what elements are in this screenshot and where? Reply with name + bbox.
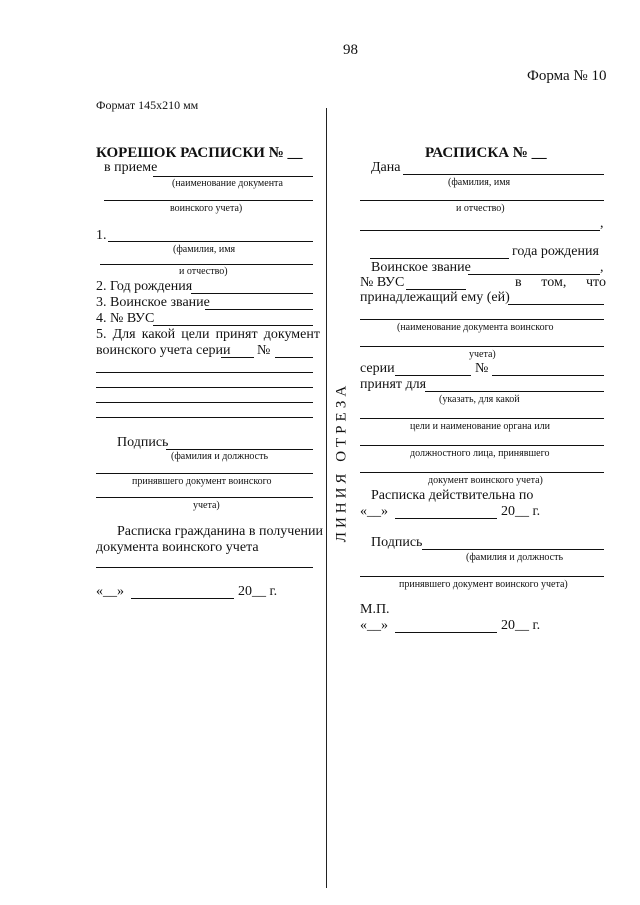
cut-line <box>326 108 327 888</box>
receipt-date-month-field[interactable] <box>395 632 497 633</box>
receipt-birth-year-label: года рождения <box>512 244 599 259</box>
stub-name-field-2[interactable] <box>100 264 313 265</box>
stub-signature-field[interactable] <box>166 449 313 450</box>
receipt-date-year-2: 20__ г. <box>501 618 541 633</box>
receipt-in-that-word: том, <box>541 275 567 290</box>
stub-series-field[interactable] <box>221 357 254 358</box>
stub-item5-word: документ <box>263 327 320 342</box>
stub-vus-field[interactable] <box>153 325 313 326</box>
stub-sig-name-field-2[interactable] <box>96 497 313 498</box>
receipt-purpose-field[interactable] <box>425 391 604 392</box>
receipt-sig-hint-2: принявшего документ воинского учета) <box>399 579 568 590</box>
stub-series-label: воинского учета серии <box>96 343 231 358</box>
receipt-valid-month-field[interactable] <box>395 518 497 519</box>
receipt-belonging-label: принадлежащий ему (ей) <box>360 290 510 305</box>
stub-citizen-receipt-1: Расписка гражданина в получении <box>117 524 324 539</box>
receipt-series-label: серии <box>360 361 395 376</box>
stub-sig-hint-1: (фамилия и должность <box>171 451 269 462</box>
stub-date-month-field[interactable] <box>131 598 234 599</box>
receipt-purpose-hint-4: документ воинского учета) <box>428 475 543 486</box>
receipt-date-day: «__» <box>360 504 388 519</box>
receipt-rank-comma: , <box>600 260 604 275</box>
receipt-in-that <box>515 275 606 291</box>
receipt-in-that-word: что <box>586 275 606 290</box>
receipt-signature-label: Подпись <box>371 535 423 550</box>
stub-doc-hint-1: (наименование документа <box>172 178 283 189</box>
receipt-doc-hint-2: учета) <box>469 349 496 360</box>
receipt-name-hint-2: и отчество) <box>456 203 505 214</box>
stub-item5-word: цели <box>181 327 210 342</box>
stub-blank-line[interactable] <box>96 372 313 373</box>
stub-birth-year-field[interactable] <box>191 293 313 294</box>
stub-item1-label: 1. <box>96 228 107 243</box>
stub-citizen-receipt-2: документа воинского учета <box>96 540 259 555</box>
receipt-seal: М.П. <box>360 602 390 617</box>
receipt-date-day-2: «__» <box>360 618 388 633</box>
receipt-purpose-hint-2: цели и наименование органа или <box>410 421 550 432</box>
stub-name-hint-2: и отчество) <box>179 266 228 277</box>
receipt-doc-field-2[interactable] <box>360 346 604 347</box>
receipt-comma: , <box>600 216 604 231</box>
receipt-purpose-field-4[interactable] <box>360 472 604 473</box>
form-number: Форма № 10 <box>527 68 607 84</box>
receipt-series-field[interactable] <box>395 375 471 376</box>
receipt-purpose-field-3[interactable] <box>360 445 604 446</box>
receipt-doc-field[interactable] <box>360 319 604 320</box>
stub-received-label: в приеме <box>104 160 158 175</box>
stub-sig-hint-2: принявшего документ воинского <box>132 476 272 487</box>
stub-item5-word: принят <box>215 327 258 342</box>
receipt-name-field-2[interactable] <box>360 230 600 231</box>
receipt-sig-hint-1: (фамилия и должность <box>466 552 564 563</box>
stub-date-year: 20__ г. <box>238 584 278 599</box>
stub-doc-name-field[interactable] <box>104 200 313 201</box>
receipt-rank-label: Воинское звание <box>371 260 471 275</box>
stub-received-field[interactable] <box>153 176 313 177</box>
receipt-signature-field[interactable] <box>422 549 604 550</box>
receipt-in-that-word: в <box>515 275 522 290</box>
receipt-belonging-field[interactable] <box>508 304 604 305</box>
receipt-name-field[interactable] <box>360 200 604 201</box>
receipt-given-field[interactable] <box>403 174 604 175</box>
stub-vus-label: 4. № ВУС <box>96 311 155 326</box>
receipt-date-year: 20__ г. <box>501 504 541 519</box>
receipt-num-sign: № <box>475 361 489 376</box>
stub-sig-hint-3: учета) <box>193 500 220 511</box>
receipt-number-field[interactable] <box>492 375 604 376</box>
stub-item5-word: Для <box>112 327 136 342</box>
stub-sig-name-field[interactable] <box>96 473 313 474</box>
stub-name-field-1[interactable] <box>108 241 313 242</box>
receipt-vus-label: № ВУС <box>360 275 405 290</box>
receipt-title: РАСПИСКА № __ <box>425 145 547 161</box>
stub-signature-label: Подпись <box>117 435 169 450</box>
stub-number-field[interactable] <box>275 357 313 358</box>
stub-doc-hint-2: воинского учета) <box>170 203 243 214</box>
stub-citizen-signature-field[interactable] <box>96 567 313 568</box>
stub-birth-year-label: 2. Год рождения <box>96 279 193 294</box>
receipt-birth-year-field[interactable] <box>370 258 509 259</box>
stub-blank-line[interactable] <box>96 387 313 388</box>
receipt-name-hint-1: (фамилия, имя <box>448 177 511 188</box>
stub-name-hint-1: (фамилия, имя <box>173 244 236 255</box>
receipt-valid-until: Расписка действительна по <box>371 488 534 503</box>
stub-rank-field[interactable] <box>205 309 313 310</box>
stub-rank-label: 3. Воинское звание <box>96 295 210 310</box>
receipt-doc-hint-1: (наименование документа воинского <box>397 322 554 333</box>
stub-title: КОРЕШОК РАСПИСКИ № __ <box>96 145 303 161</box>
receipt-given-label: Дана <box>371 160 401 175</box>
receipt-purpose-field-2[interactable] <box>360 418 604 419</box>
format-label: Формат 145x210 мм <box>96 98 199 112</box>
receipt-accepted-for: принят для <box>360 377 427 392</box>
stub-blank-line[interactable] <box>96 417 313 418</box>
stub-item5-line1 <box>96 327 320 343</box>
cut-line-label: ЛИНИЯ ОТРЕЗА <box>333 381 350 543</box>
receipt-sig-name-field[interactable] <box>360 576 604 577</box>
stub-date-day: «__» <box>96 584 124 599</box>
stub-blank-line[interactable] <box>96 402 313 403</box>
receipt-purpose-hint-3: должностного лица, принявшего <box>410 448 550 459</box>
stub-num-sign: № <box>257 343 271 358</box>
stub-item5-word: 5. <box>96 327 107 342</box>
stub-item5-word: какой <box>141 327 176 342</box>
page-number: 98 <box>343 42 358 58</box>
receipt-purpose-hint-1: (указать, для какой <box>439 394 520 405</box>
